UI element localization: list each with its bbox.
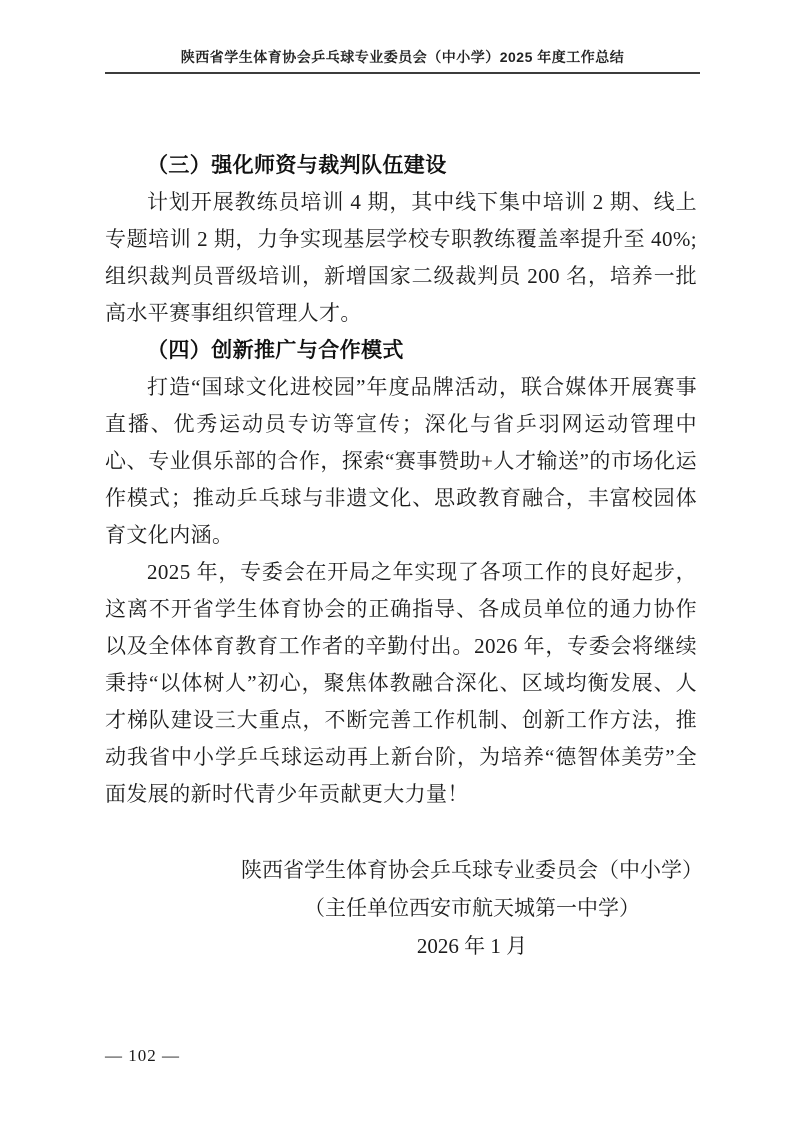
signature-block	[232, 851, 712, 965]
page-header	[105, 46, 700, 74]
page-number: — 102 —	[105, 1046, 180, 1065]
signature-date: 2026 年 1 月	[416, 934, 528, 958]
section-heading-4: （四）创新推广与合作模式	[147, 338, 404, 362]
signature-host-unit: （主任单位西安市航天城第一中学）	[304, 896, 640, 920]
header-title: 陕西省学生体育协会乒乓球专业委员会（中小学）2025 年度工作总结	[180, 49, 625, 65]
closing-paragraph: 2025 年，专委会在开局之年实现了各项工作的良好起步，这离不开省学生体育协会的正确指导、各成员单位的通力协作以及全体体育教育工作者的辛勤付出。2026 年，专委会将继续秉持“以体树人”初心，聚焦体教融合深化、区域均衡发展、人才梯队建设三大重点，不断完善工作机制、创新工作方法，推动我省中小学乒乓球运动再上新台阶，为培养“德智体美劳”全面发展的新时代青少年贡献更大力量！	[105, 560, 697, 806]
section-3-paragraph: 计划开展教练员培训 4 期，其中线下集中培训 2 期、线上专题培训 2 期，力争实现基层学校专职教练覆盖率提升至 40%; 组织裁判员晋级培训，新增国家二级裁判员 200 名，培养一批高水平赛事组织管理人才。	[105, 190, 697, 325]
signature-organization: 陕西省学生体育协会乒乓球专业委员会（中小学）	[241, 858, 703, 882]
page-footer	[105, 1046, 180, 1066]
section-heading-3: （三）强化师资与裁判队伍建设	[147, 153, 447, 177]
document-body	[105, 147, 697, 813]
section-4-paragraph: 打造“国球文化进校园”年度品牌活动，联合媒体开展赛事直播、优秀运动员专访等宣传；深化与省乒羽网运动管理中心、专业俱乐部的合作，探索“赛事赞助+人才输送”的市场化运作模式；推动乒乓球与非遗文化、思政教育融合，丰富校园体育文化内涵。	[105, 375, 697, 547]
